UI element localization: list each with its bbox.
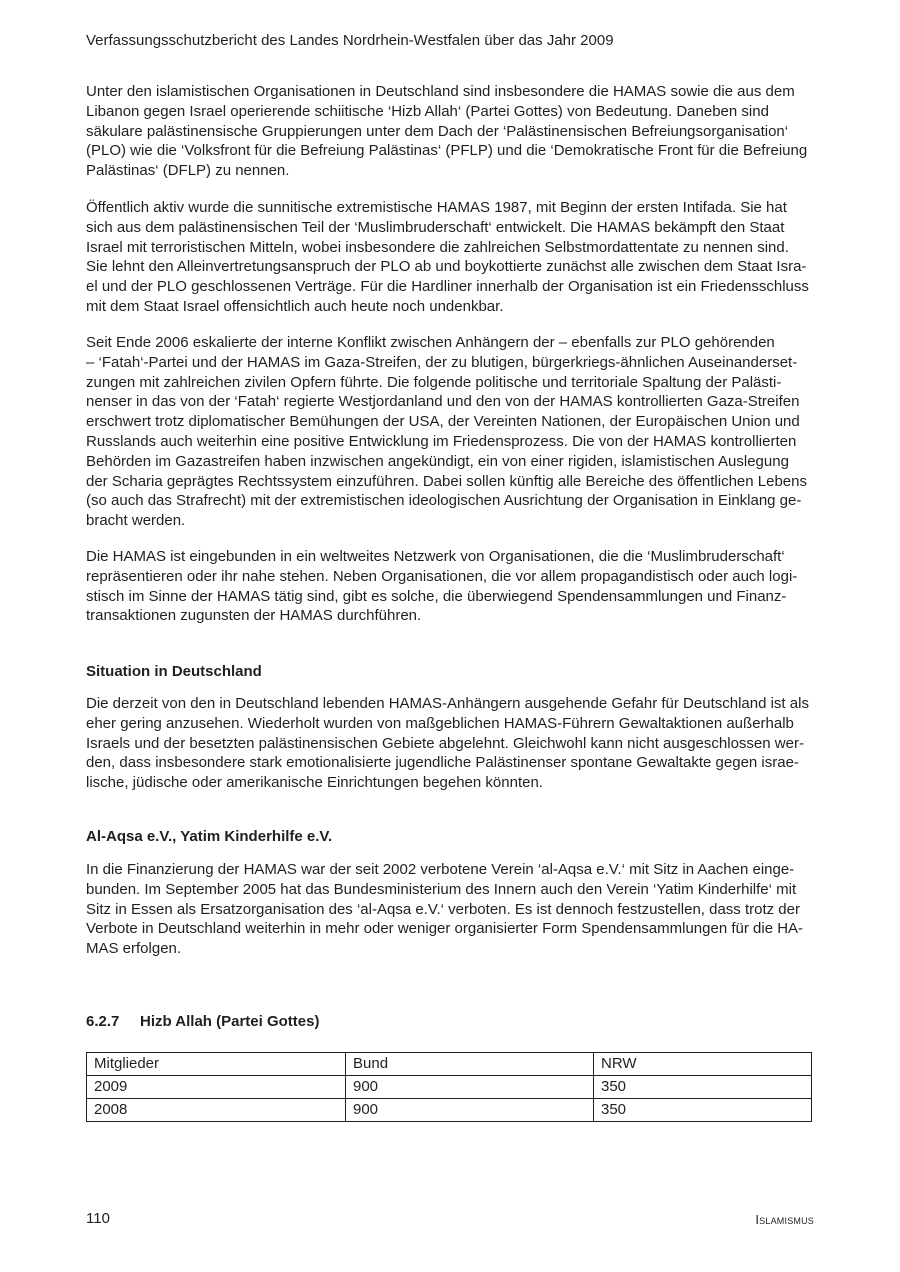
text-line: MAS erfolgen.: [86, 940, 182, 958]
running-header: Verfassungsschutzbericht des Landes Nordrhein-Westfalen über das Jahr 2009: [86, 32, 614, 49]
text-line: Öffentlich aktiv wurde die sunnitische extremistische HAMAS 1987, mit Beginn der ersten Intifada. Sie hat: [86, 199, 787, 216]
text-line: transaktionen zugunsten der HAMAS durchführen.: [86, 607, 422, 625]
text-line: erschwert trotz diplomatischer Bemühungen der USA, der Vereinten Nationen, der Europäischen Union und: [86, 413, 800, 431]
table-cell: 900: [346, 1099, 594, 1122]
text-line: mit dem Staat Israel offensichtlich auch heute noch undenkbar.: [86, 297, 504, 315]
paragraph-alaqsa: [86, 860, 814, 959]
text-line: Seit Ende 2006 eskalierte der interne Konflikt zwischen Anhängern der – ebenfalls zur PLO gehörenden: [86, 334, 775, 351]
text-line: säkulare palästinensische Gruppierungen unter dem Dach der ‘Palästinensischen Befreiungsorganisation‘: [86, 122, 789, 140]
table-row: [87, 1076, 812, 1099]
paragraph-situation: [86, 694, 814, 793]
text-line: repräsentieren oder ihr nahe stehen. Neben Organisationen, die vor allem propagandistisch oder auch logi-: [86, 567, 798, 585]
text-line: Die HAMAS ist eingebunden in ein weltweites Netzwerk von Organisationen, die die ‘Muslimbruderschaft‘: [86, 548, 785, 565]
section-title: Hizb Allah (Partei Gottes): [140, 1013, 320, 1030]
text-line: – ‘Fatah‘-Partei und der HAMAS im Gaza-Streifen, der zu blutigen, bürgerkriegs-ähnlichen Auseinanderset-: [86, 353, 798, 371]
document-page: [86, 0, 814, 1272]
text-line: Behörden im Gazastreifen haben inzwischen angekündigt, ein von einer rigiden, islamistischen Auslegung: [86, 452, 789, 470]
text-line: In die Finanzierung der HAMAS war der seit 2002 verbotene Verein ‘al-Aqsa e.V.‘ mit Sitz in Aachen einge-: [86, 861, 795, 878]
text-line: Die derzeit von den in Deutschland lebenden HAMAS-Anhängern ausgehende Gefahr für Deutschland ist als: [86, 695, 809, 712]
text-line: Libanon gegen Israel operierende schiitische ‘Hizb Allah‘ (Partei Gottes) von Bedeutung. Daneben sind: [86, 102, 769, 120]
text-line: Sitz in Essen als Ersatzorganisation des ‘al-Aqsa e.V.‘ verboten. Es ist dennoch festzustellen, dass trotz der: [86, 900, 800, 918]
text-line: (PLO) wie die ‘Volksfront für die Befreiung Palästinas‘ (PFLP) und die ‘Demokratische Front für die Befreiung: [86, 142, 808, 160]
text-line: Unter den islamistischen Organisationen in Deutschland sind insbesondere die HAMAS sowie die aus dem: [86, 83, 795, 100]
table-cell: 2008: [87, 1099, 346, 1122]
text-line: eher gering anzusehen. Wiederholt wurden von maßgeblichen HAMAS-Führern Gewaltaktionen außerhalb: [86, 714, 794, 732]
table-cell: 350: [594, 1099, 812, 1122]
section-number: 6.2.7: [86, 1013, 120, 1030]
table-header-cell: NRW: [594, 1053, 812, 1076]
table-cell: 900: [346, 1076, 594, 1099]
heading-situation: Situation in Deutschland: [86, 663, 262, 680]
text-line: Verbote in Deutschland weiterhin in mehr oder weniger organisierter Form Spendensammlungen für die HA-: [86, 920, 804, 938]
text-line: (so auch das Strafrecht) mit der extremistischen ideologischen Ausrichtung der Organisation in Einklang ge-: [86, 492, 802, 510]
text-line: Israel mit terroristischen Mitteln, wobei insbesondere die zahlreichen Selbstmordattentate zu nennen sind.: [86, 238, 789, 256]
text-line: stisch im Sinne der HAMAS tätig sind, gibt es solche, die überwiegend Spendensammlungen und Finanz-: [86, 587, 787, 605]
text-line: Palästinas‘ (DFLP) zu nennen.: [86, 162, 290, 180]
table-header-row: [87, 1053, 812, 1076]
text-line: sich aus dem palästinensischen Teil der ‘Muslimbruderschaft‘ entwickelt. Die HAMAS bekämpft den Staat: [86, 218, 785, 236]
paragraph-organisations: [86, 82, 814, 181]
footer-section-label: Islamismus: [755, 1212, 814, 1227]
paragraph-hamas-origin: [86, 198, 814, 317]
text-line: nenser in das von der ‘Fatah‘ regierte Westjordanland und den von der HAMAS kontrollierten Gaza-Streifen: [86, 393, 800, 411]
table-cell: 2009: [87, 1076, 346, 1099]
text-line: Russlands auch weiterhin eine positive Entwicklung im Friedensprozess. Die von der HAMAS kontrollierten: [86, 432, 797, 450]
heading-alaqsa: Al-Aqsa e.V., Yatim Kinderhilfe e.V.: [86, 828, 333, 845]
text-line: bracht werden.: [86, 512, 186, 530]
text-line: lische, jüdische oder amerikanische Einrichtungen begehen könnten.: [86, 774, 543, 792]
paragraph-network: [86, 547, 814, 626]
text-line: el und der PLO geschlossenen Verträge. Für die Hardliner innerhalb der Organisation ist ein Friedensschluss: [86, 278, 809, 296]
text-line: zungen mit zahlreichen zivilen Opfern führte. Die folgende politische und territoriale Spaltung der Palästi-: [86, 373, 782, 391]
text-line: Sie lehnt den Alleinvertretungsanspruch der PLO ab und boykottierte zunächst alle zwischen dem Staat Isra-: [86, 258, 807, 276]
paragraph-conflict: [86, 333, 814, 531]
table-cell: 350: [594, 1076, 812, 1099]
table-header-cell: Bund: [346, 1053, 594, 1076]
text-line: bunden. Im September 2005 hat das Bundesministerium des Innern auch den Verein ‘Yatim Kinderhilfe‘ mit: [86, 880, 797, 898]
page-number: 110: [86, 1210, 110, 1227]
text-line: den, dass insbesondere stark emotionalisierte jugendliche Palästinenser spontane Gewaltakte gegen israe-: [86, 754, 799, 772]
table-row: [87, 1099, 812, 1122]
section-heading: [86, 1012, 319, 1032]
text-line: der Scharia geprägtes Rechtssystem einzuführen. Dabei sollen künftig alle Bereiche des öffentlichen Lebens: [86, 472, 807, 490]
members-table: [86, 1052, 812, 1122]
table-header-cell: Mitglieder: [87, 1053, 346, 1076]
text-line: Israels und der besetzten palästinensischen Gebiete abgelehnt. Gleichwohl kann nicht ausgeschlossen wer-: [86, 734, 804, 752]
